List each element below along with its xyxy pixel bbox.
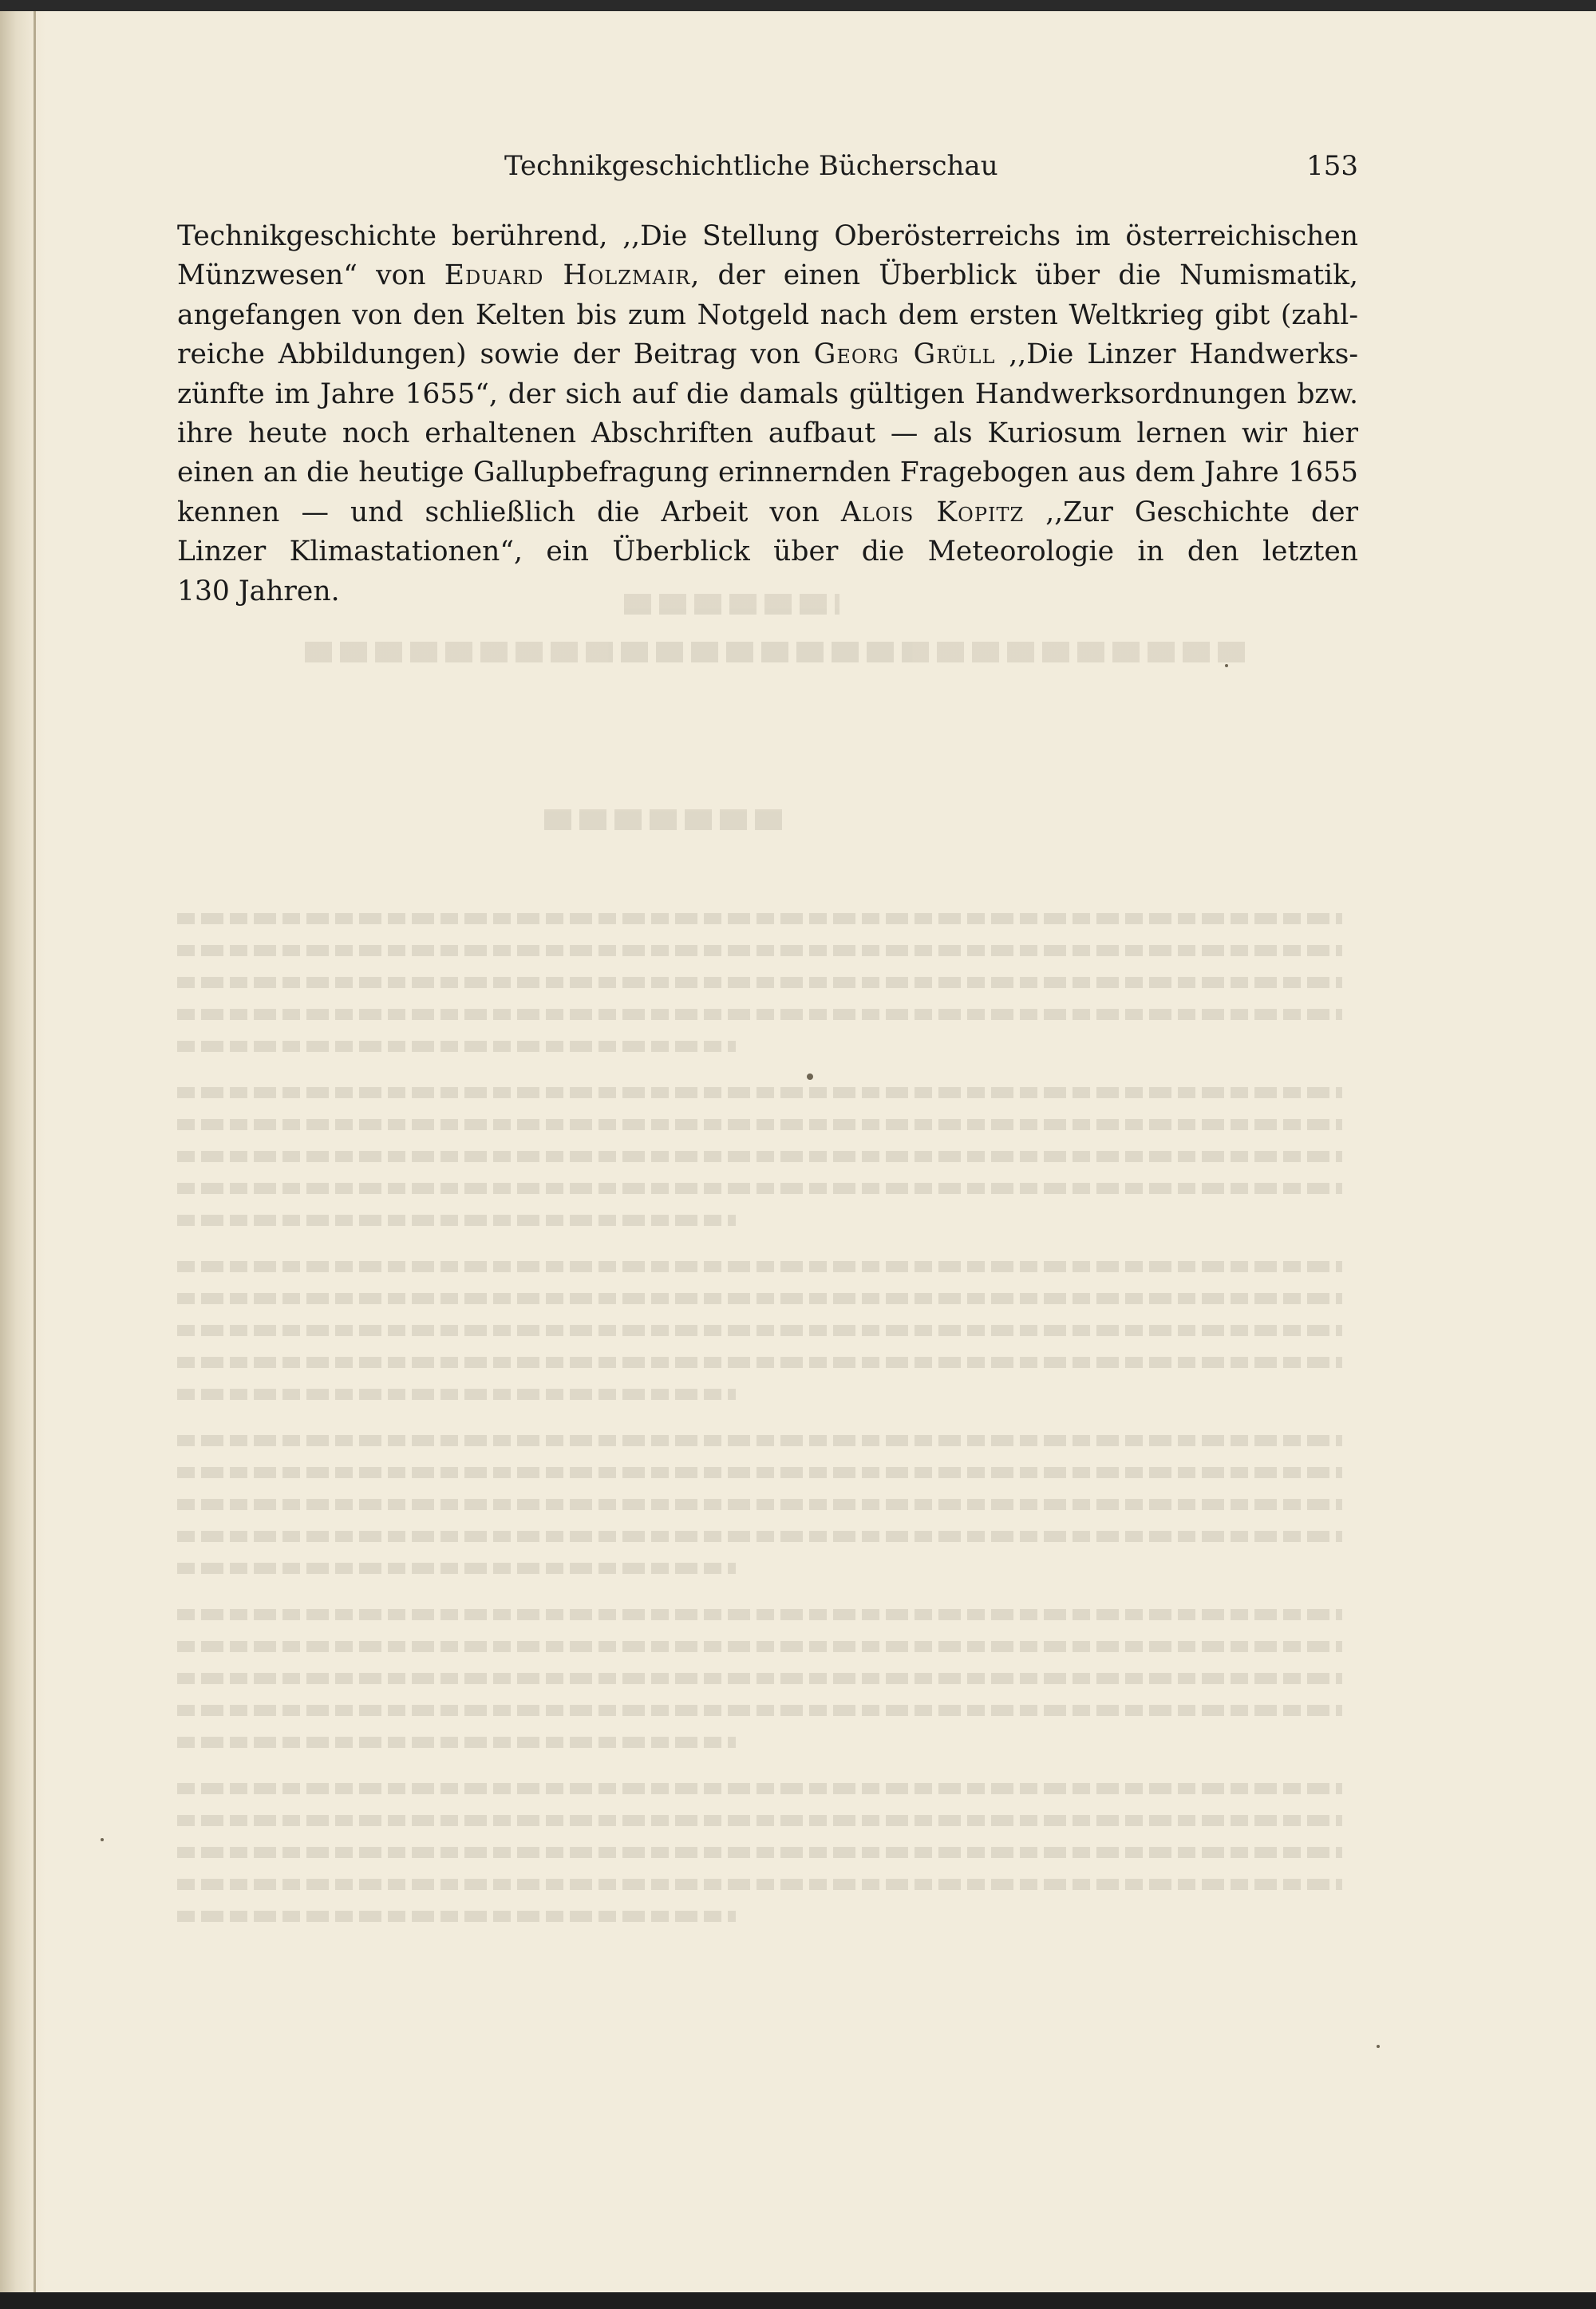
- show-through-line: [177, 1389, 736, 1400]
- show-through-line: [177, 913, 1342, 924]
- body-paragraph: [177, 217, 1358, 611]
- show-through-line: [177, 1705, 1342, 1716]
- show-through-line: [177, 1911, 736, 1922]
- show-through-line: [177, 1325, 1342, 1336]
- show-through-line: [177, 1009, 1342, 1020]
- text-line: zünfte im Jahre 1655“, der sich auf die damals gültigen Handwerksordnungen bzw.: [177, 378, 1358, 410]
- text-line: angefangen von den Kelten bis zum Notgeld nach dem ersten Weltkrieg gibt (zahl-: [177, 299, 1358, 331]
- show-through-line: [177, 1467, 1342, 1478]
- show-through-line: [177, 1499, 1342, 1510]
- text-line: 130 Jahren.: [177, 575, 340, 607]
- author-name: Eduard Holzmair: [444, 259, 691, 292]
- show-through-line: [177, 1641, 1342, 1652]
- show-through-line: [177, 1087, 1342, 1098]
- running-title: Technikgeschichtliche Bücherschau: [504, 150, 998, 182]
- show-through-line: [177, 1357, 1342, 1368]
- show-through-line: [177, 1783, 1342, 1794]
- show-through-line: [177, 1183, 1342, 1194]
- show-through-line: [177, 1215, 736, 1226]
- paper-speck: [1377, 2045, 1380, 2048]
- paper-speck: [807, 1073, 813, 1080]
- author-name: Georg Grüll: [813, 338, 996, 371]
- show-through-line: [177, 1261, 1342, 1272]
- show-through-heading: [305, 642, 1246, 662]
- show-through-line: [177, 1847, 1342, 1858]
- running-header: [177, 139, 1358, 187]
- show-through-line: [177, 1563, 736, 1574]
- paper-speck: [101, 1838, 104, 1841]
- show-through-line: [177, 1737, 736, 1748]
- show-through-line: [177, 1435, 1342, 1446]
- text-line: reiche Abbildungen) sowie der Beitrag von Georg Grüll ,,Die Linzer Handwerks-: [177, 338, 1358, 371]
- show-through-line: [177, 977, 1342, 988]
- show-through-line: [177, 1119, 1342, 1130]
- text-line: Technikgeschichte berührend, ,,Die Stellung Oberösterreichs im österreichischen: [177, 220, 1358, 252]
- book-gutter-shadow: [0, 11, 46, 2292]
- scanner-bottom-edge: [0, 2293, 1596, 2309]
- show-through-line: [177, 1673, 1342, 1684]
- text-line: Münzwesen“ von Eduard Holzmair, der einen Überblick über die Numismatik,: [177, 259, 1359, 292]
- book-gutter-edge: [34, 11, 36, 2292]
- show-through-heading: [544, 809, 784, 830]
- page-number: 153: [1306, 150, 1358, 182]
- text-line: ihre heute noch erhaltenen Abschriften aufbaut — als Kuriosum lernen wir hier: [177, 417, 1358, 449]
- show-through-line: [177, 1531, 1342, 1542]
- text-line: einen an die heutige Gallupbefragung erinnernden Fragebogen aus dem Jahre 1655: [177, 457, 1358, 489]
- show-through-line: [177, 1879, 1342, 1890]
- text-line: kennen — und schließlich die Arbeit von Alois Kopitz ,,Zur Geschichte der: [177, 496, 1358, 528]
- scanned-page: [0, 11, 1596, 2292]
- show-through-reverse-side: [177, 578, 1374, 1951]
- paper-speck: [1225, 664, 1228, 667]
- show-through-line: [177, 1041, 736, 1052]
- author-name: Alois Kopitz: [840, 496, 1025, 528]
- show-through-line: [177, 945, 1342, 956]
- show-through-line: [177, 1293, 1342, 1304]
- show-through-line: [177, 1815, 1342, 1826]
- show-through-line: [177, 1151, 1342, 1162]
- show-through-line: [177, 1609, 1342, 1620]
- text-line: Linzer Klimastationen“, ein Überblick über die Meteorologie in den letzten: [177, 536, 1358, 568]
